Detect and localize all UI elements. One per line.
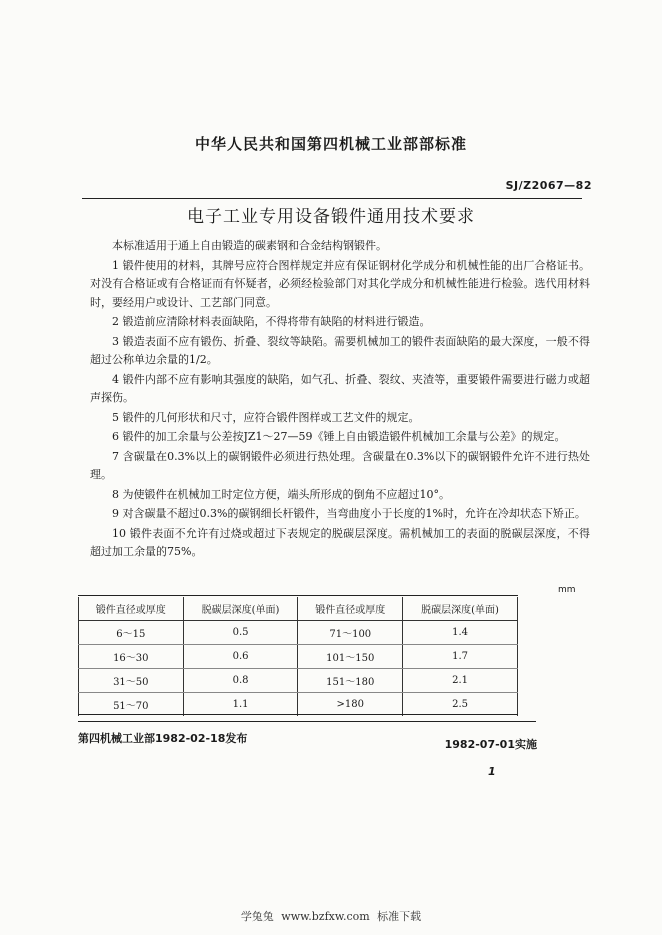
paragraph-7: 7 含碳量在0.3%以上的碳钢锻件必须进行热处理。含碳量在0.3%以下的碳钢锻件允许不进行热处理。 (90, 449, 590, 481)
table-cell: 6～15 (79, 621, 184, 645)
paragraph-9: 9 对含碳量不超过0.3%的碳钢细长杆锻件，当弯曲度小于长度的1%时，允许在冷却状态下矫正。 (112, 507, 586, 520)
table-top-rule (78, 595, 518, 596)
paragraph-2: 2 锻造前应清除材料表面缺陷，不得将带有缺陷的材料进行锻造。 (112, 315, 431, 328)
standard-number: SJ/Z2067—82 (505, 179, 592, 192)
table-cell: 0.5 (183, 621, 298, 645)
paragraph-10: 10 锻件表面不允许有过烧或超过下表规定的脱碳层深度。需机械加工的表面的脱碳层深度，不得超过加工余量的75%。 (90, 526, 590, 558)
table-cell: 101～150 (298, 645, 403, 669)
table-cell: 151～180 (298, 669, 403, 693)
paragraph-6: 6 锻件的加工余量与公差按JZ1～27—59《锤上自由锻造锻件机械加工余量与公差》的规定。 (112, 430, 566, 443)
table-cell: 2.5 (403, 693, 518, 717)
table-header-cell: 锻件直径或厚度 (298, 597, 403, 621)
table-unit: mm (558, 585, 576, 595)
footer-rule (78, 721, 536, 722)
paragraph-scope: 本标准适用于通上自由锻造的碳素钢和合金结构钢锻件。 (112, 239, 387, 252)
issuing-authority: 中华人民共和国第四机械工业部部标准 (194, 135, 467, 153)
table-cell: 51～70 (79, 693, 184, 717)
paragraph-3: 3 锻造表面不应有锻伤、折叠、裂纹等缺陷。需要机械加工的锻件表面缺陷的最大深度，一般不得超过公称单边余量的1/2。 (90, 334, 590, 366)
table-header-cell: 脱碳层深度(单面) (183, 597, 298, 621)
table-cell: 71～100 (298, 621, 403, 645)
table-cell: >180 (298, 693, 403, 717)
table-header-cell: 锻件直径或厚度 (79, 597, 184, 621)
table-cell: 1.4 (403, 621, 518, 645)
paragraph-5: 5 锻件的几何形状和尺寸，应符合锻件图样或工艺文件的规定。 (112, 410, 420, 424)
table-cell: 2.1 (403, 669, 518, 693)
paragraph-1: 1 锻件使用的材料，其牌号应符合图样规定并应有保证钢材化学成分和机械性能的出厂合格证书。对没有合格证或有合格证而有怀疑者，必须经检验部门对其化学成分和机械性能进行检验。选代用材料时，要经用户或设计、工艺部门同意。 (90, 258, 590, 309)
site-watermark: 学兔兔 www.bzfxw.com 标准下载 (240, 910, 422, 923)
table-cell: 1.7 (403, 645, 518, 669)
body-text (90, 237, 590, 563)
table-cell: 31～50 (79, 669, 184, 693)
table-cell: 0.6 (183, 645, 298, 669)
table-row (79, 645, 518, 669)
page-number: 1 (488, 765, 496, 778)
title-rule (82, 198, 582, 199)
table-header-cell: 脱碳层深度(单面) (403, 597, 518, 621)
table-bottom-rule (78, 714, 518, 715)
decarburization-table (78, 597, 518, 716)
paragraph-4: 4 锻件内部不应有影响其强度的缺陷，如气孔、折叠、裂纹、夹渣等，重要锻件需要进行磁力或超声探伤。 (90, 372, 590, 404)
effective-date: 1982-07-01实施 (444, 738, 537, 751)
table-cell: 0.8 (183, 669, 298, 693)
table-row (79, 693, 518, 717)
paragraph-8: 8 为使锻件在机械加工时定位方便，端头所形成的倒角不应超过10°。 (112, 487, 450, 501)
issue-date: 第四机械工业部1982-02-18发布 (78, 732, 248, 745)
table-cell: 16～30 (79, 645, 184, 669)
table-row (79, 621, 518, 645)
document-title: 电子工业专用设备锻件通用技术要求 (187, 207, 475, 227)
table-row (79, 669, 518, 693)
table-cell: 1.1 (183, 693, 298, 717)
